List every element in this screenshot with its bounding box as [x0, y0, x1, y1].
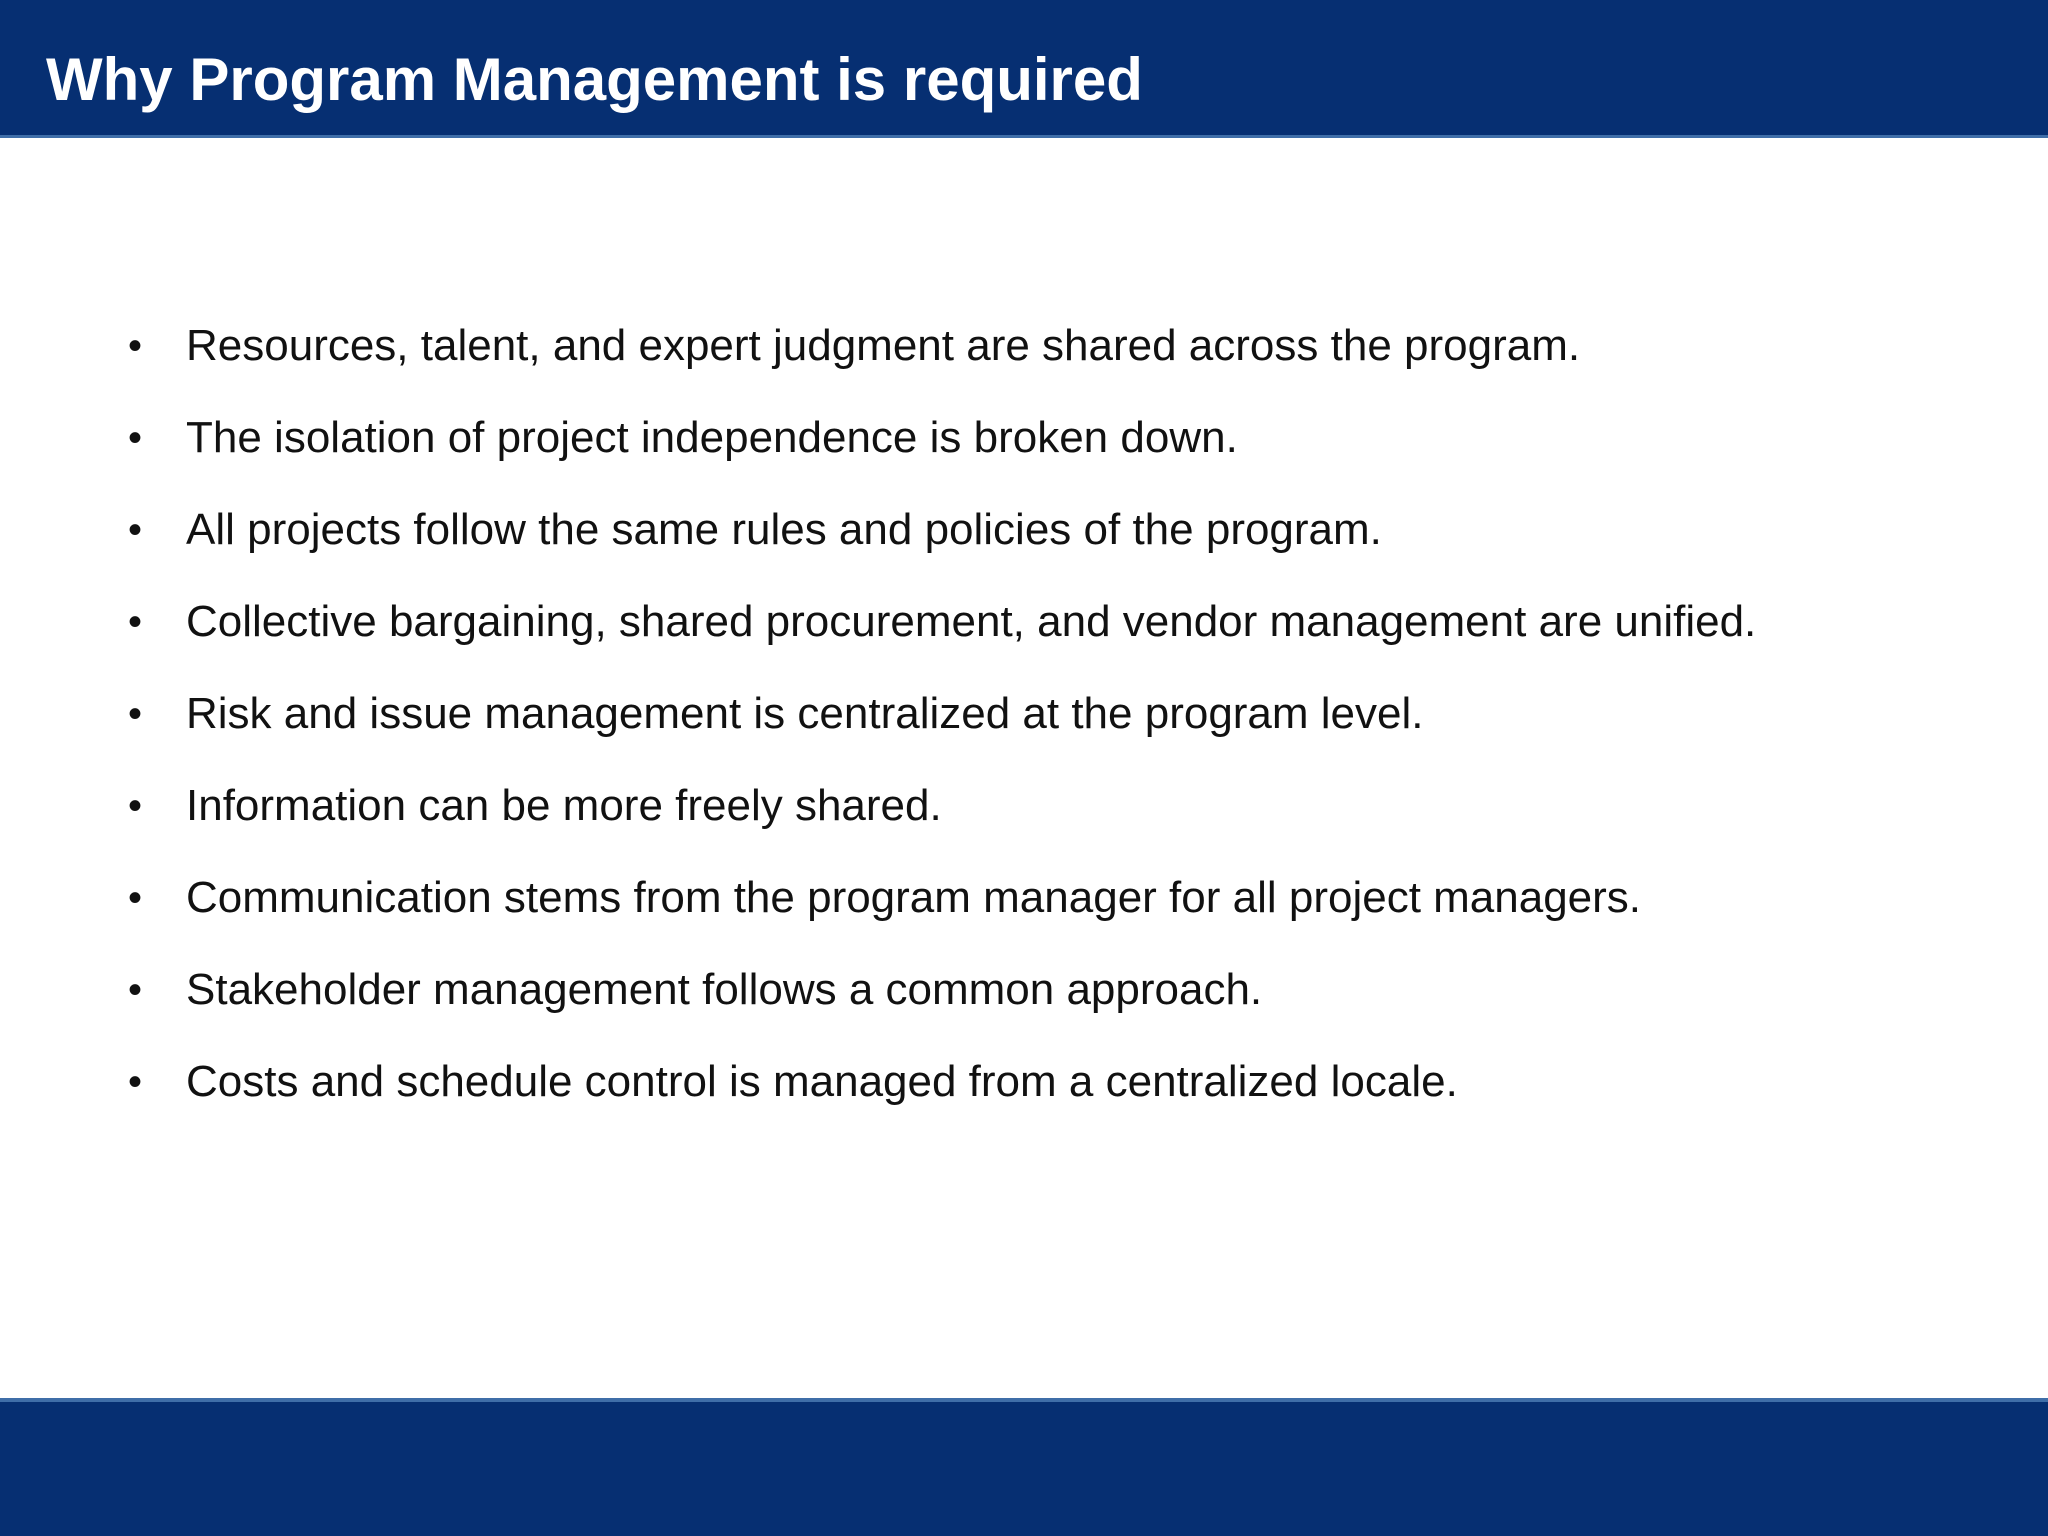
bullet-icon: •: [128, 968, 143, 1012]
bullet-item-information: [128, 776, 1988, 868]
bullet-icon: •: [128, 508, 143, 552]
bullet-item-stakeholder: [128, 960, 1988, 1052]
bullet-item-rules-policies: [128, 500, 1988, 592]
slide-footer-bar: [0, 1398, 2048, 1536]
bullet-icon: •: [128, 324, 143, 368]
bullet-text: Stakeholder management follows a common approach.: [186, 965, 1263, 1014]
bullet-text: All projects follow the same rules and policies of the program.: [186, 505, 1382, 554]
bullet-icon: •: [128, 692, 143, 736]
bullet-icon: •: [128, 416, 143, 460]
bullet-text: Information can be more freely shared.: [186, 781, 942, 830]
bullet-icon: •: [128, 784, 143, 828]
bullet-text: The isolation of project independence is broken down.: [186, 413, 1238, 462]
bullet-icon: •: [128, 600, 143, 644]
bullet-text: Costs and schedule control is managed from a centralized locale.: [186, 1057, 1458, 1106]
bullet-item-communication: [128, 868, 1988, 960]
slide-title: Why Program Management is required: [46, 46, 1143, 113]
bullet-item-procurement: [128, 592, 1988, 684]
bullet-list: [128, 316, 1988, 1144]
bullet-item-costs-schedule: [128, 1052, 1988, 1144]
bullet-text: Collective bargaining, shared procurement, and vendor management are unified.: [186, 597, 1757, 646]
slide-header-bar: [0, 0, 2048, 138]
bullet-icon: •: [128, 876, 143, 920]
bullet-text: Risk and issue management is centralized at the program level.: [186, 689, 1424, 738]
bullet-item-resources: [128, 316, 1988, 408]
bullet-icon: •: [128, 1060, 143, 1104]
bullet-item-isolation: [128, 408, 1988, 500]
bullet-text: Resources, talent, and expert judgment are shared across the program.: [186, 321, 1581, 370]
bullet-item-risk-issue: [128, 684, 1988, 776]
bullet-text: Communication stems from the program manager for all project managers.: [186, 873, 1642, 922]
